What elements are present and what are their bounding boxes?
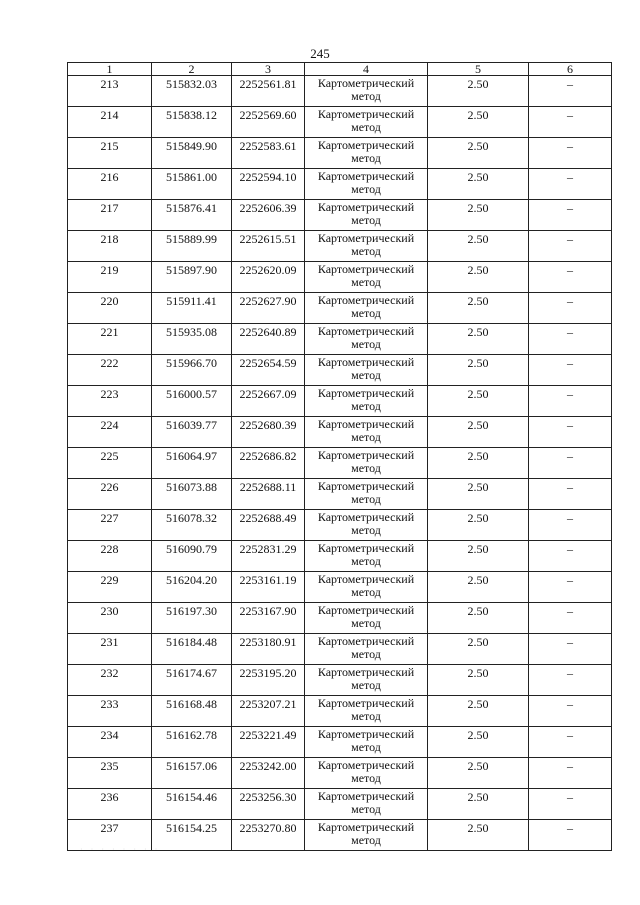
table-row xyxy=(68,169,612,200)
method-line-1: Картометрический xyxy=(317,262,415,276)
accuracy-cell: 2.50 xyxy=(428,510,529,541)
y-coordinate-cell: 2252561.81 xyxy=(232,76,305,107)
method-line-2: метод xyxy=(351,616,381,630)
point-number-cell: 226 xyxy=(68,479,152,510)
method-line-1: Картометрический xyxy=(317,696,415,710)
point-number-cell: 218 xyxy=(68,231,152,262)
column-header: 4 xyxy=(305,63,428,76)
note-cell: – xyxy=(529,293,612,324)
method-cell xyxy=(305,107,428,138)
x-coordinate-cell: 516078.32 xyxy=(152,510,232,541)
accuracy-cell: 2.50 xyxy=(428,417,529,448)
coordinates-table xyxy=(67,62,612,851)
y-coordinate-cell: 2252569.60 xyxy=(232,107,305,138)
method-line-2: метод xyxy=(351,244,381,258)
table-row xyxy=(68,510,612,541)
note-cell: – xyxy=(529,789,612,820)
note-cell: – xyxy=(529,231,612,262)
point-number-cell: 223 xyxy=(68,386,152,417)
note-cell: – xyxy=(529,541,612,572)
point-number-cell: 227 xyxy=(68,510,152,541)
method-line-2: метод xyxy=(351,678,381,692)
column-header: 2 xyxy=(152,63,232,76)
column-header: 1 xyxy=(68,63,152,76)
method-cell xyxy=(305,603,428,634)
table-row xyxy=(68,572,612,603)
method-cell xyxy=(305,200,428,231)
method-cell xyxy=(305,696,428,727)
method-cell xyxy=(305,665,428,696)
note-cell: – xyxy=(529,665,612,696)
method-line-1: Картометрический xyxy=(317,510,415,524)
x-coordinate-cell: 516162.78 xyxy=(152,727,232,758)
point-number-cell: 214 xyxy=(68,107,152,138)
method-line-2: метод xyxy=(351,182,381,196)
table-header-row xyxy=(68,63,612,76)
point-number-cell: 237 xyxy=(68,820,152,851)
x-coordinate-cell: 515876.41 xyxy=(152,200,232,231)
method-line-1: Картометрический xyxy=(317,107,415,121)
accuracy-cell: 2.50 xyxy=(428,169,529,200)
accuracy-cell: 2.50 xyxy=(428,665,529,696)
point-number-cell: 233 xyxy=(68,696,152,727)
method-line-1: Картометрический xyxy=(317,355,415,369)
method-cell xyxy=(305,572,428,603)
accuracy-cell: 2.50 xyxy=(428,541,529,572)
x-coordinate-cell: 516039.77 xyxy=(152,417,232,448)
y-coordinate-cell: 2253195.20 xyxy=(232,665,305,696)
x-coordinate-cell: 516154.46 xyxy=(152,789,232,820)
x-coordinate-cell: 515966.70 xyxy=(152,355,232,386)
y-coordinate-cell: 2252640.89 xyxy=(232,324,305,355)
method-line-1: Картометрический xyxy=(317,386,415,400)
table-row xyxy=(68,262,612,293)
point-number-cell: 221 xyxy=(68,324,152,355)
method-line-1: Картометрический xyxy=(317,76,415,90)
page-number: 245 xyxy=(310,46,330,61)
table-row xyxy=(68,200,612,231)
method-line-2: метод xyxy=(351,213,381,227)
note-cell: – xyxy=(529,634,612,665)
method-line-1: Картометрический xyxy=(317,727,415,741)
accuracy-cell: 2.50 xyxy=(428,262,529,293)
x-coordinate-cell: 515897.90 xyxy=(152,262,232,293)
accuracy-cell: 2.50 xyxy=(428,603,529,634)
point-number-cell: 220 xyxy=(68,293,152,324)
point-number-cell: 225 xyxy=(68,448,152,479)
accuracy-cell: 2.50 xyxy=(428,355,529,386)
method-cell xyxy=(305,76,428,107)
method-cell xyxy=(305,789,428,820)
method-line-1: Картометрический xyxy=(317,541,415,555)
method-cell xyxy=(305,758,428,789)
y-coordinate-cell: 2253161.19 xyxy=(232,572,305,603)
method-cell xyxy=(305,479,428,510)
accuracy-cell: 2.50 xyxy=(428,479,529,510)
y-coordinate-cell: 2252831.29 xyxy=(232,541,305,572)
note-cell: – xyxy=(529,355,612,386)
method-line-2: метод xyxy=(351,306,381,320)
point-number-cell: 215 xyxy=(68,138,152,169)
x-coordinate-cell: 515832.03 xyxy=(152,76,232,107)
x-coordinate-cell: 515861.00 xyxy=(152,169,232,200)
y-coordinate-cell: 2252654.59 xyxy=(232,355,305,386)
y-coordinate-cell: 2252615.51 xyxy=(232,231,305,262)
point-number-cell: 219 xyxy=(68,262,152,293)
method-cell xyxy=(305,386,428,417)
method-cell xyxy=(305,138,428,169)
table-row xyxy=(68,727,612,758)
method-line-1: Картометрический xyxy=(317,479,415,493)
method-line-2: метод xyxy=(351,492,381,506)
accuracy-cell: 2.50 xyxy=(428,727,529,758)
table-row xyxy=(68,758,612,789)
method-line-2: метод xyxy=(351,709,381,723)
table-row xyxy=(68,541,612,572)
method-cell xyxy=(305,417,428,448)
point-number-cell: 232 xyxy=(68,665,152,696)
x-coordinate-cell: 516168.48 xyxy=(152,696,232,727)
accuracy-cell: 2.50 xyxy=(428,820,529,851)
table-row xyxy=(68,665,612,696)
method-line-2: метод xyxy=(351,802,381,816)
accuracy-cell: 2.50 xyxy=(428,138,529,169)
accuracy-cell: 2.50 xyxy=(428,789,529,820)
point-number-cell: 230 xyxy=(68,603,152,634)
method-line-2: метод xyxy=(351,120,381,134)
y-coordinate-cell: 2253207.21 xyxy=(232,696,305,727)
accuracy-cell: 2.50 xyxy=(428,572,529,603)
note-cell: – xyxy=(529,417,612,448)
table-row xyxy=(68,417,612,448)
column-header: 6 xyxy=(529,63,612,76)
method-cell xyxy=(305,820,428,851)
x-coordinate-cell: 516157.06 xyxy=(152,758,232,789)
note-cell: – xyxy=(529,262,612,293)
point-number-cell: 236 xyxy=(68,789,152,820)
y-coordinate-cell: 2253180.91 xyxy=(232,634,305,665)
note-cell: – xyxy=(529,138,612,169)
x-coordinate-cell: 516000.57 xyxy=(152,386,232,417)
y-coordinate-cell: 2252583.61 xyxy=(232,138,305,169)
method-line-2: метод xyxy=(351,554,381,568)
note-cell: – xyxy=(529,727,612,758)
accuracy-cell: 2.50 xyxy=(428,200,529,231)
x-coordinate-cell: 515889.99 xyxy=(152,231,232,262)
accuracy-cell: 2.50 xyxy=(428,448,529,479)
x-coordinate-cell: 516197.30 xyxy=(152,603,232,634)
method-cell xyxy=(305,293,428,324)
table-row xyxy=(68,603,612,634)
x-coordinate-cell: 516090.79 xyxy=(152,541,232,572)
method-line-1: Картометрический xyxy=(317,324,415,338)
method-cell xyxy=(305,634,428,665)
accuracy-cell: 2.50 xyxy=(428,758,529,789)
scan-artifact: · · · · · · · · xyxy=(80,845,161,854)
column-header: 3 xyxy=(232,63,305,76)
point-number-cell: 234 xyxy=(68,727,152,758)
accuracy-cell: 2.50 xyxy=(428,107,529,138)
method-line-1: Картометрический xyxy=(317,572,415,586)
method-line-1: Картометрический xyxy=(317,200,415,214)
y-coordinate-cell: 2252680.39 xyxy=(232,417,305,448)
method-line-1: Картометрический xyxy=(317,758,415,772)
method-line-2: метод xyxy=(351,647,381,661)
table-row xyxy=(68,448,612,479)
note-cell: – xyxy=(529,572,612,603)
method-line-2: метод xyxy=(351,89,381,103)
note-cell: – xyxy=(529,820,612,851)
x-coordinate-cell: 516064.97 xyxy=(152,448,232,479)
method-line-2: метод xyxy=(351,833,381,847)
table-row xyxy=(68,293,612,324)
method-cell xyxy=(305,727,428,758)
point-number-cell: 222 xyxy=(68,355,152,386)
method-line-1: Картометрический xyxy=(317,138,415,152)
y-coordinate-cell: 2253256.30 xyxy=(232,789,305,820)
point-number-cell: 231 xyxy=(68,634,152,665)
method-cell xyxy=(305,169,428,200)
note-cell: – xyxy=(529,169,612,200)
table-row xyxy=(68,324,612,355)
method-line-1: Картометрический xyxy=(317,820,415,834)
point-number-cell: 235 xyxy=(68,758,152,789)
x-coordinate-cell: 515935.08 xyxy=(152,324,232,355)
y-coordinate-cell: 2252620.09 xyxy=(232,262,305,293)
method-line-1: Картометрический xyxy=(317,634,415,648)
method-line-1: Картометрический xyxy=(317,417,415,431)
note-cell: – xyxy=(529,200,612,231)
method-line-2: метод xyxy=(351,430,381,444)
method-line-1: Картометрический xyxy=(317,231,415,245)
table-row xyxy=(68,789,612,820)
method-cell xyxy=(305,448,428,479)
table-row xyxy=(68,231,612,262)
method-line-1: Картометрический xyxy=(317,293,415,307)
accuracy-cell: 2.50 xyxy=(428,324,529,355)
table-row xyxy=(68,355,612,386)
method-line-2: метод xyxy=(351,151,381,165)
y-coordinate-cell: 2252688.49 xyxy=(232,510,305,541)
y-coordinate-cell: 2252594.10 xyxy=(232,169,305,200)
note-cell: – xyxy=(529,324,612,355)
x-coordinate-cell: 516073.88 xyxy=(152,479,232,510)
method-line-1: Картометрический xyxy=(317,665,415,679)
method-line-2: метод xyxy=(351,461,381,475)
y-coordinate-cell: 2253221.49 xyxy=(232,727,305,758)
table-row xyxy=(68,138,612,169)
table-row xyxy=(68,479,612,510)
note-cell: – xyxy=(529,448,612,479)
method-line-2: метод xyxy=(351,399,381,413)
note-cell: – xyxy=(529,479,612,510)
method-line-1: Картометрический xyxy=(317,448,415,462)
method-line-2: метод xyxy=(351,275,381,289)
note-cell: – xyxy=(529,696,612,727)
note-cell: – xyxy=(529,386,612,417)
x-coordinate-cell: 515911.41 xyxy=(152,293,232,324)
accuracy-cell: 2.50 xyxy=(428,634,529,665)
y-coordinate-cell: 2252667.09 xyxy=(232,386,305,417)
point-number-cell: 213 xyxy=(68,76,152,107)
x-coordinate-cell: 516184.48 xyxy=(152,634,232,665)
note-cell: – xyxy=(529,76,612,107)
method-line-2: метод xyxy=(351,337,381,351)
table-row xyxy=(68,634,612,665)
y-coordinate-cell: 2253167.90 xyxy=(232,603,305,634)
method-line-2: метод xyxy=(351,368,381,382)
accuracy-cell: 2.50 xyxy=(428,386,529,417)
method-cell xyxy=(305,262,428,293)
method-cell xyxy=(305,510,428,541)
table-row xyxy=(68,76,612,107)
method-cell xyxy=(305,324,428,355)
y-coordinate-cell: 2252606.39 xyxy=(232,200,305,231)
note-cell: – xyxy=(529,758,612,789)
accuracy-cell: 2.50 xyxy=(428,231,529,262)
column-header: 5 xyxy=(428,63,529,76)
table-row xyxy=(68,107,612,138)
x-coordinate-cell: 515849.90 xyxy=(152,138,232,169)
accuracy-cell: 2.50 xyxy=(428,76,529,107)
point-number-cell: 228 xyxy=(68,541,152,572)
method-line-1: Картометрический xyxy=(317,603,415,617)
note-cell: – xyxy=(529,603,612,634)
y-coordinate-cell: 2252688.11 xyxy=(232,479,305,510)
x-coordinate-cell: 516154.25 xyxy=(152,820,232,851)
accuracy-cell: 2.50 xyxy=(428,293,529,324)
x-coordinate-cell: 516174.67 xyxy=(152,665,232,696)
method-line-2: метод xyxy=(351,771,381,785)
method-line-2: метод xyxy=(351,523,381,537)
x-coordinate-cell: 515838.12 xyxy=(152,107,232,138)
point-number-cell: 216 xyxy=(68,169,152,200)
method-cell xyxy=(305,355,428,386)
point-number-cell: 224 xyxy=(68,417,152,448)
method-line-2: метод xyxy=(351,740,381,754)
y-coordinate-cell: 2252627.90 xyxy=(232,293,305,324)
x-coordinate-cell: 516204.20 xyxy=(152,572,232,603)
point-number-cell: 229 xyxy=(68,572,152,603)
method-cell xyxy=(305,231,428,262)
table-row xyxy=(68,386,612,417)
method-line-1: Картометрический xyxy=(317,169,415,183)
method-cell xyxy=(305,541,428,572)
y-coordinate-cell: 2253242.00 xyxy=(232,758,305,789)
method-line-1: Картометрический xyxy=(317,789,415,803)
y-coordinate-cell: 2252686.82 xyxy=(232,448,305,479)
note-cell: – xyxy=(529,510,612,541)
table-row xyxy=(68,696,612,727)
accuracy-cell: 2.50 xyxy=(428,696,529,727)
method-line-2: метод xyxy=(351,585,381,599)
point-number-cell: 217 xyxy=(68,200,152,231)
y-coordinate-cell: 2253270.80 xyxy=(232,820,305,851)
note-cell: – xyxy=(529,107,612,138)
